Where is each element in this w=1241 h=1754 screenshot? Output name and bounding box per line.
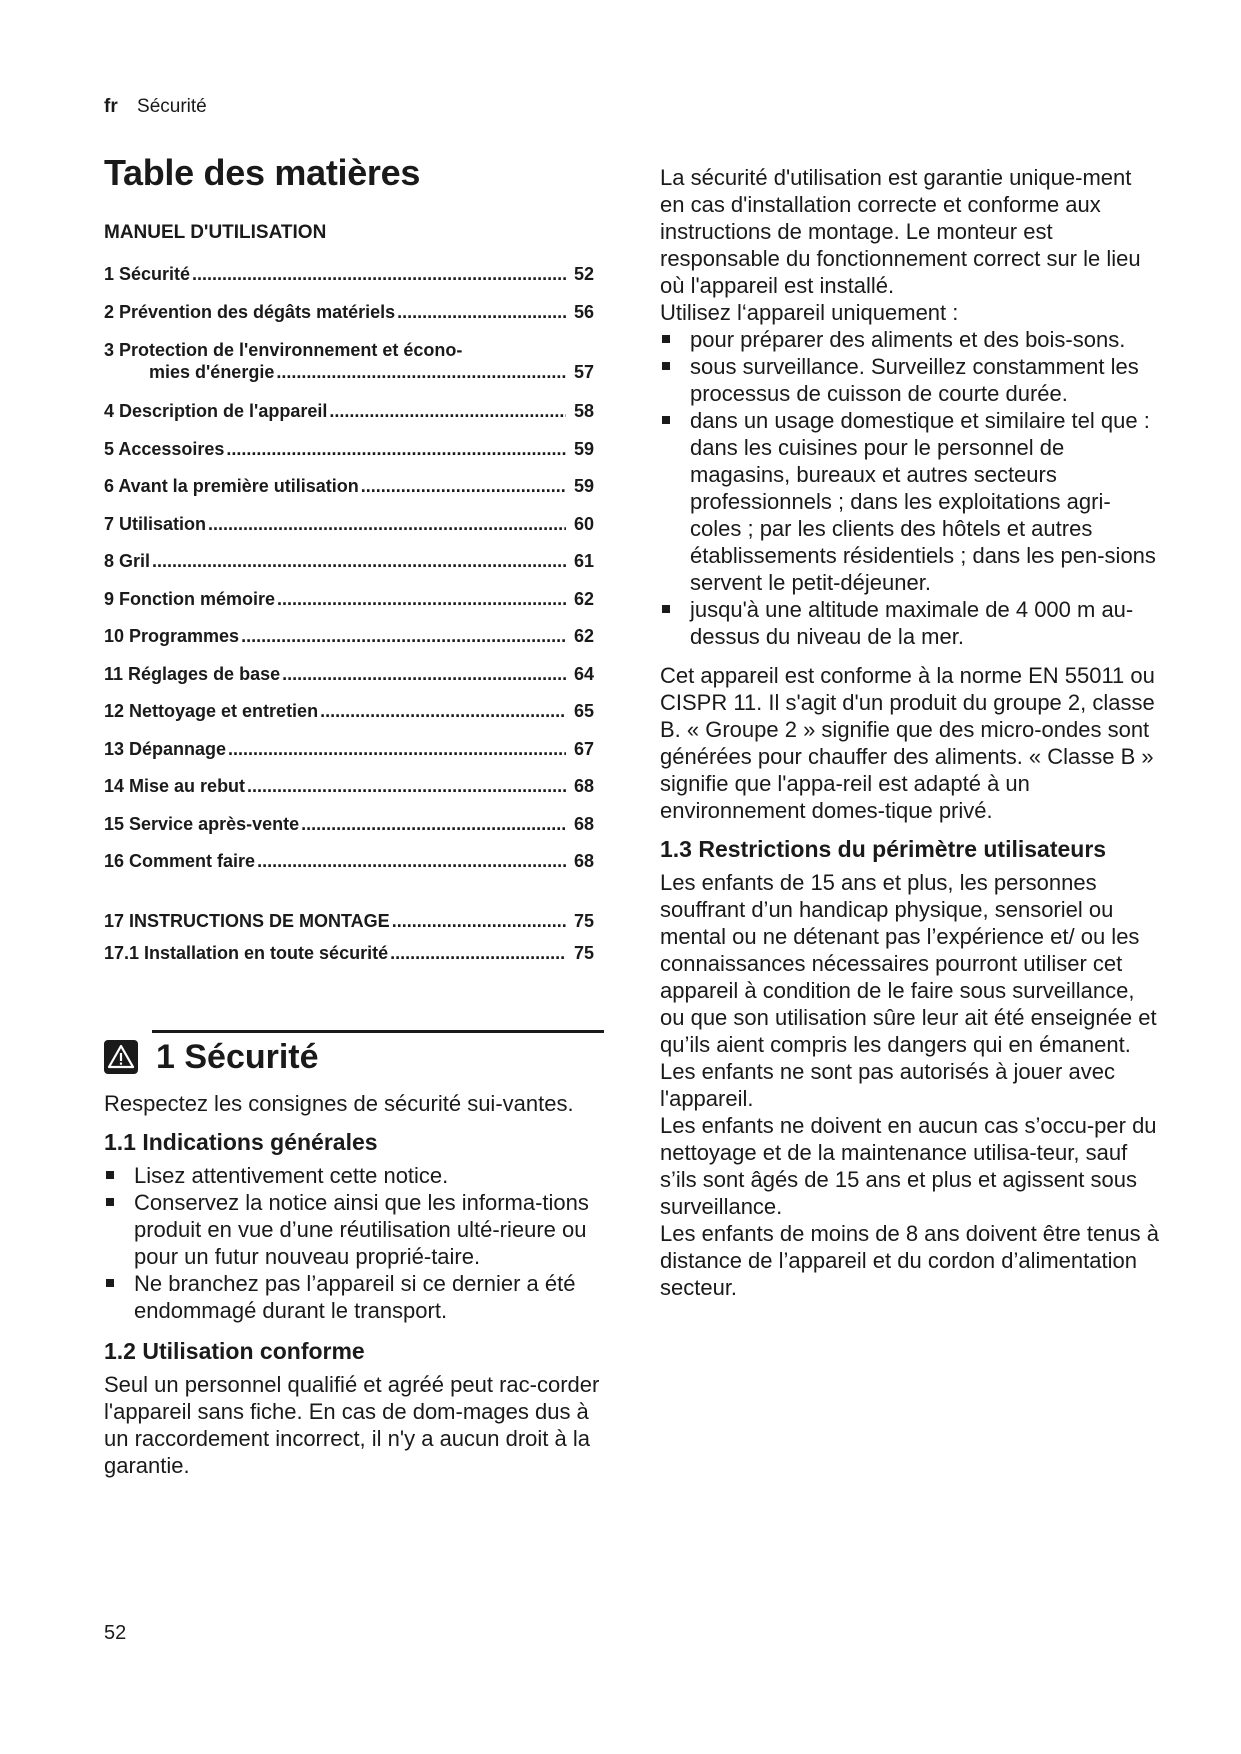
- paragraph: Les enfants ne doivent en aucun cas s’occu-per du nettoyage et de la maintenance utilisa-teur, sauf s’ils sont âgés de 15 ans et plus et agissent sous surveillance.: [660, 1113, 1157, 1219]
- toc-entry-label: 3 Protection de l'environnement et écono-: [104, 340, 463, 360]
- toc-entry-label: 10 Programmes: [104, 626, 240, 646]
- toc-entry[interactable]: [104, 911, 604, 943]
- subsection-title-restrictions: 1.3 Restrictions du périmètre utilisateurs: [660, 836, 1107, 862]
- paragraph: Utilisez l‘appareil uniquement :: [660, 300, 959, 325]
- toc-entry-label: 4 Description de l'appareil: [104, 401, 328, 421]
- paragraph: Cet appareil est conforme à la norme EN 55011 ou CISPR 11. Il s'agit d'un produit du groupe 2, classe B. « Groupe 2 » signifie que des micro-ondes sont générées pour chauffer des aliments. « Classe B » signifie que l'appa-reil est adapté à un environnement domes-tique privé.: [660, 663, 1155, 823]
- toc-entry-page: 58: [574, 401, 595, 421]
- toc-entry-page: 59: [574, 438, 595, 459]
- toc-entry[interactable]: [104, 551, 604, 589]
- toc-entry-label: 17 INSTRUCTIONS DE MONTAGE: [104, 910, 390, 931]
- toc-entry-label-continued: mies d'énergie: [149, 362, 275, 382]
- paragraph: La sécurité d'utilisation est garantie unique-ment en cas d'installation correcte et conforme aux instructions de montage. Le monteur est responsable du fonctionnement correct sur le lieu où l'appareil est installé.: [660, 165, 1141, 298]
- paragraph: Seul un personnel qualifié et agréé peut rac-corder l'appareil sans fiche. En cas de dom-mages dus à un raccordement incorrect, il n'y a aucun droit à la garantie.: [104, 1372, 600, 1478]
- toc-entry-page: 68: [574, 776, 595, 796]
- toc-entry-page: 68: [574, 813, 595, 834]
- toc-entry-page: 52: [574, 264, 595, 284]
- list-item: Lisez attentivement cette notice.: [104, 1162, 604, 1189]
- toc-entry-page: 57: [574, 362, 595, 382]
- list-item: dans un usage domestique et similaire tel que : dans les cuisines pour le personnel de magasins, bureaux et autres secteurs professionnels ; dans les exploitations agri-coles ; par les clients des hôtels et autres établissements résidentiels ; dans les pen-sions servent le petit-déjeuner.: [660, 407, 1160, 596]
- toc-entry-label: 8 Gril: [104, 551, 151, 571]
- toc-entry-label: 1 Sécurité: [104, 264, 191, 284]
- toc-entry-page: 61: [574, 551, 595, 571]
- toc-entry[interactable]: [104, 302, 604, 340]
- toc-entry-label: 15 Service après-vente: [104, 813, 300, 834]
- toc-entry-label: 2 Prévention des dégâts matériels: [104, 301, 396, 322]
- toc-entry-label: 11 Réglages de base: [104, 663, 281, 684]
- toc-entry-page: 68: [574, 851, 595, 871]
- paragraph: Les enfants de moins de 8 ans doivent être tenus à distance de l’appareil et du cordon d’alimentation secteur.: [660, 1221, 1159, 1300]
- toc-entry-page: 60: [574, 513, 595, 534]
- list-item: Ne branchez pas l’appareil si ce dernier a été endommagé durant le transport.: [104, 1270, 604, 1324]
- toc-title: Table des matières: [104, 152, 421, 193]
- toc-entry-page: 59: [574, 476, 595, 496]
- toc-entry-label: 5 Accessoires: [104, 438, 225, 459]
- toc-installation-list: [104, 911, 604, 975]
- toc-entry[interactable]: [104, 589, 604, 627]
- toc-entry[interactable]: [104, 476, 604, 514]
- list-item: pour préparer des aliments et des bois-sons.: [660, 326, 1160, 353]
- paragraph: Les enfants ne sont pas autorisés à jouer avec l'appareil.: [660, 1059, 1115, 1111]
- toc-entry[interactable]: [104, 851, 604, 889]
- general-bullet-list: [104, 1162, 604, 1324]
- toc-entry-label: 17.1 Installation en toute sécurité: [104, 942, 389, 963]
- toc-entry[interactable]: [104, 814, 604, 852]
- right-column-body: [660, 164, 1160, 1301]
- toc-heading: MANUEL D'UTILISATION: [104, 222, 327, 243]
- subsection-title-general: 1.1 Indications générales: [104, 1129, 378, 1155]
- toc-entry-label: 6 Avant la première utilisation: [104, 476, 359, 496]
- page-header: [104, 96, 207, 118]
- toc-entry-label: 14 Mise au rebut: [104, 776, 246, 796]
- toc-entry-label: 9 Fonction mémoire: [104, 588, 276, 609]
- toc-entry[interactable]: [104, 739, 604, 777]
- subsection-title-intended-use: 1.2 Utilisation conforme: [104, 1338, 365, 1364]
- section-intro: Respectez les consignes de sécurité sui-vantes.: [104, 1091, 574, 1116]
- section-rule: [152, 1030, 604, 1033]
- toc-entry-page: 56: [574, 301, 595, 322]
- toc-list: [104, 264, 604, 889]
- section-title: 1 Sécurité: [156, 1038, 319, 1076]
- list-item: Conservez la notice ainsi que les informa-tions produit en vue d’une réutilisation ulté-rieure ou pour un futur nouveau proprié-taire.: [104, 1189, 604, 1270]
- toc-entry[interactable]: [104, 776, 604, 814]
- header-section: Sécurité: [137, 96, 207, 117]
- toc-entry[interactable]: [104, 626, 604, 664]
- toc-entry-page: 65: [574, 701, 595, 721]
- toc-entry-page: 64: [574, 663, 595, 684]
- left-column-body: [104, 1090, 604, 1479]
- table-of-contents: [104, 152, 604, 975]
- toc-entry[interactable]: [104, 439, 604, 477]
- toc-entry-page: 75: [574, 942, 595, 963]
- toc-entry-label: 13 Dépannage: [104, 738, 227, 759]
- toc-entry-page: 62: [574, 588, 595, 609]
- toc-entry[interactable]: [104, 401, 604, 439]
- toc-entry[interactable]: [104, 701, 604, 739]
- warning-icon: [104, 1040, 138, 1074]
- paragraph: Les enfants de 15 ans et plus, les personnes souffrant d’un handicap physique, sensoriel ou mental ou ne détenant pas l’expérience et/ ou les connaissances nécessaires pourront utiliser cet appareil à condition de le faire sous surveillance, ou que son utilisation sûre leur ait été enseignée et qu’ils aient compris les dangers qui en émanent.: [660, 870, 1157, 1057]
- toc-entry[interactable]: [104, 943, 604, 975]
- page-number: 52: [104, 1622, 127, 1644]
- usage-bullet-list: [660, 326, 1160, 650]
- toc-entry-page: 75: [574, 910, 595, 931]
- toc-entry-page: 67: [574, 738, 595, 759]
- toc-entry-label: 12 Nettoyage et entretien: [104, 701, 319, 721]
- list-item: jusqu'à une altitude maximale de 4 000 m au-dessus du niveau de la mer.: [660, 596, 1160, 650]
- list-item: sous surveillance. Surveillez constamment les processus de cuisson de courte durée.: [660, 353, 1160, 407]
- language-code: fr: [104, 96, 118, 117]
- toc-entry-label: 16 Comment faire: [104, 851, 256, 871]
- toc-entry[interactable]: [104, 264, 604, 302]
- toc-entry[interactable]: [104, 339, 604, 401]
- toc-entry[interactable]: [104, 514, 604, 552]
- toc-entry[interactable]: [104, 664, 604, 702]
- toc-entry-label: 7 Utilisation: [104, 513, 207, 534]
- toc-entry-page: 62: [574, 626, 595, 646]
